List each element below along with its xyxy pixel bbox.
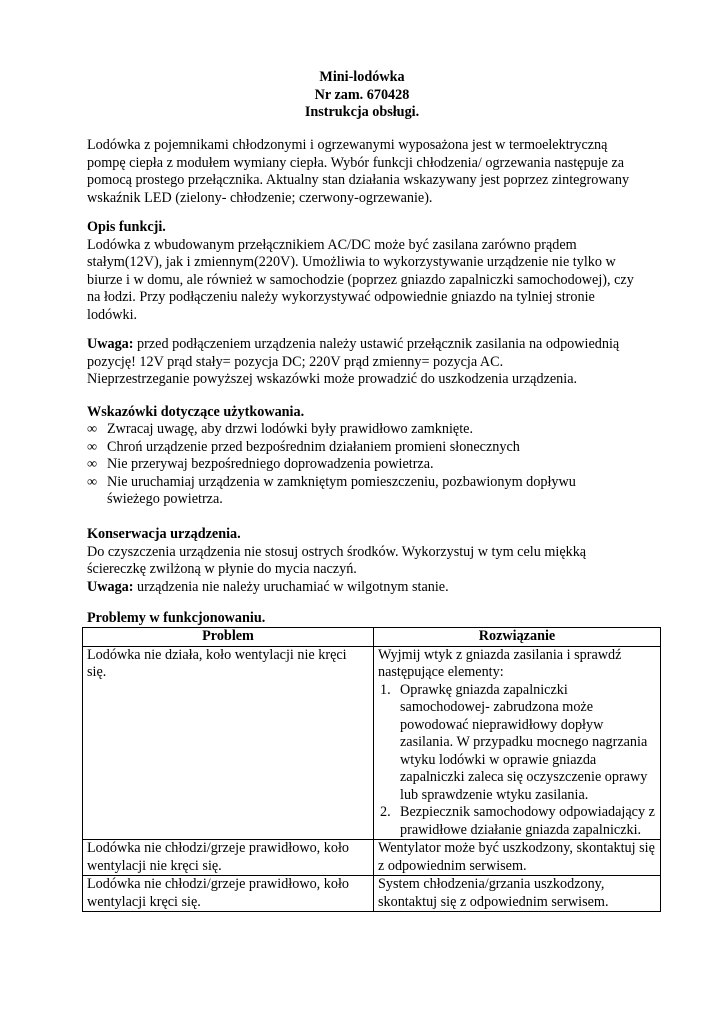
opis-line: Lodówka z wbudowanym przełącznikiem AC/DC może być zasilana zarówno prądem [87, 236, 577, 253]
intro-line: pomocą prostego przełącznika. Aktualny stan działania wskazywany jest poprzez zintegrowany [87, 172, 630, 188]
infinity-bullet-icon: ∞ [87, 421, 98, 437]
konserwacja-section [87, 526, 662, 596]
solution-cell: Wentylator może być uszkodzony, skontaktuj się z odpowiednim serwisem. [374, 840, 661, 876]
order-number: Nr zam. 670428 [314, 86, 410, 103]
opis-line: stałym(12V), jak i zmiennym(220V). Umożliwia to wykorzystywanie urządzenie nie tylko w [87, 254, 616, 270]
step-number: 2. [380, 804, 391, 820]
solution-step [378, 682, 656, 805]
uwaga-text: przed podłączeniem urządzenia należy ustawić przełącznik zasilania na odpowiednią [133, 336, 620, 352]
infinity-bullet-icon: ∞ [87, 456, 98, 472]
solution-cell: System chłodzenia/grzania uszkodzony, skontaktuj się z odpowiednim serwisem. [374, 876, 661, 912]
table-row [83, 840, 661, 876]
list-item [87, 421, 662, 439]
solution-step [378, 804, 656, 839]
solution-intro: Wyjmij wtyk z gniazda zasilania i sprawdź następujące elementy: [378, 646, 622, 680]
uwaga-line [87, 336, 662, 354]
intro-paragraph [87, 137, 662, 207]
intro-line: Lodówka z pojemnikami chłodzonymi i ogrzewanymi wyposażona jest w termoelektryczną [87, 137, 608, 153]
uwaga-line: Nieprzestrzeganie powyższej wskazówki może prowadzić do uszkodzenia urządzenia. [87, 371, 578, 387]
step-text: Oprawkę gniazda zapalniczki samochodowej- zabrudzona może powodować nieprawidłowy dopływ zasilania. W przypadku mocnego nagrzania wtyku lodówki w oprawie gniazda zapalniczki zaleca się oczyszczenie oprawy lub sprawdzenie wtyku zasilania. [400, 681, 648, 803]
column-header-problem: Problem [83, 628, 374, 647]
problemy-heading: Problemy w funkcjonowaniu. [87, 610, 266, 626]
solution-steps [378, 682, 656, 840]
infinity-bullet-icon: ∞ [87, 473, 98, 490]
intro-line: pompę ciepła z modułem wymiany ciepła. Wybór funkcji chłodzenia/ ogrzewania następuje za [87, 154, 625, 171]
wskazowki-heading-block [87, 404, 662, 422]
konserwacja-line: ściereczkę zwilżoną w płynie do mycia naczyń. [87, 561, 357, 577]
opis-line: lodówki. [87, 306, 138, 323]
konserwacja-uwaga [87, 579, 662, 597]
table-row [83, 646, 661, 840]
uwaga-section [87, 336, 662, 389]
problem-cell: Lodówka nie chłodzi/grzeje prawidłowo, koło wentylacji kręci się. [83, 876, 374, 912]
list-item-text: Chroń urządzenie przed bezpośrednim działaniem promieni słonecznych [107, 438, 520, 455]
uwaga-text: urządzenia nie należy uruchamiać w wilgotnym stanie. [133, 578, 449, 595]
uwaga-label: Uwaga: [87, 578, 134, 595]
column-header-solution: Rozwiązanie [374, 628, 661, 647]
intro-line: wskaźnik LED (zielony- chłodzenie; czerwony-ogrzewanie). [87, 189, 433, 206]
wskazowki-heading: Wskazówki dotyczące użytkowania. [87, 404, 305, 420]
opis-line: biurze i w domu, ale również w samochodzie (poprzez gniazdo zapalniczki samochodowej), czy [87, 271, 634, 288]
problem-cell: Lodówka nie chłodzi/grzeje prawidłowo, koło wentylacji nie kręci się. [83, 840, 374, 876]
infinity-bullet-icon: ∞ [87, 438, 98, 455]
opis-heading: Opis funkcji. [87, 219, 166, 235]
list-item [87, 456, 662, 474]
uwaga-line: pozycję! 12V prąd stały= pozycja DC; 220V prąd zmienny= pozycja AC. [87, 353, 504, 370]
konserwacja-heading: Konserwacja urządzenia. [87, 526, 241, 542]
konserwacja-line: Do czyszczenia urządzenia nie stosuj ostrych środków. Wykorzystuj w tym celu miękką [87, 543, 587, 560]
document-title: Mini-lodówka [319, 69, 405, 85]
list-item-text: Nie przerywaj bezpośredniego doprowadzenia powietrza. [107, 456, 434, 472]
opis-section [87, 219, 662, 324]
problemy-heading-block [87, 610, 662, 628]
solution-cell [374, 646, 661, 840]
problems-table [82, 627, 661, 912]
opis-line: na łodzi. Przy podłączeniu należy wykorzystywać odpowiednie gniazdo na tylniej stronie [87, 289, 595, 305]
problem-cell: Lodówka nie działa, koło wentylacji nie kręci się. [83, 646, 374, 840]
table-header-row [83, 628, 661, 647]
step-number: 1. [380, 681, 391, 698]
list-item-text: Nie uruchamiaj urządzenia w zamkniętym pomieszczeniu, pozbawionym dopływu świeżego powietrza. [107, 473, 576, 507]
wskazowki-list [87, 421, 662, 509]
uwaga-label: Uwaga: [87, 336, 134, 352]
document-header [0, 69, 724, 122]
list-item [87, 474, 662, 509]
list-item [87, 439, 662, 457]
step-text: Bezpiecznik samochodowy odpowiadający z prawidłowe działanie gniazda zapalniczki. [400, 804, 655, 838]
document-subtitle: Instrukcja obsługi. [304, 104, 420, 120]
table-row [83, 876, 661, 912]
list-item-text: Zwracaj uwagę, aby drzwi lodówki były prawidłowo zamknięte. [107, 421, 474, 437]
